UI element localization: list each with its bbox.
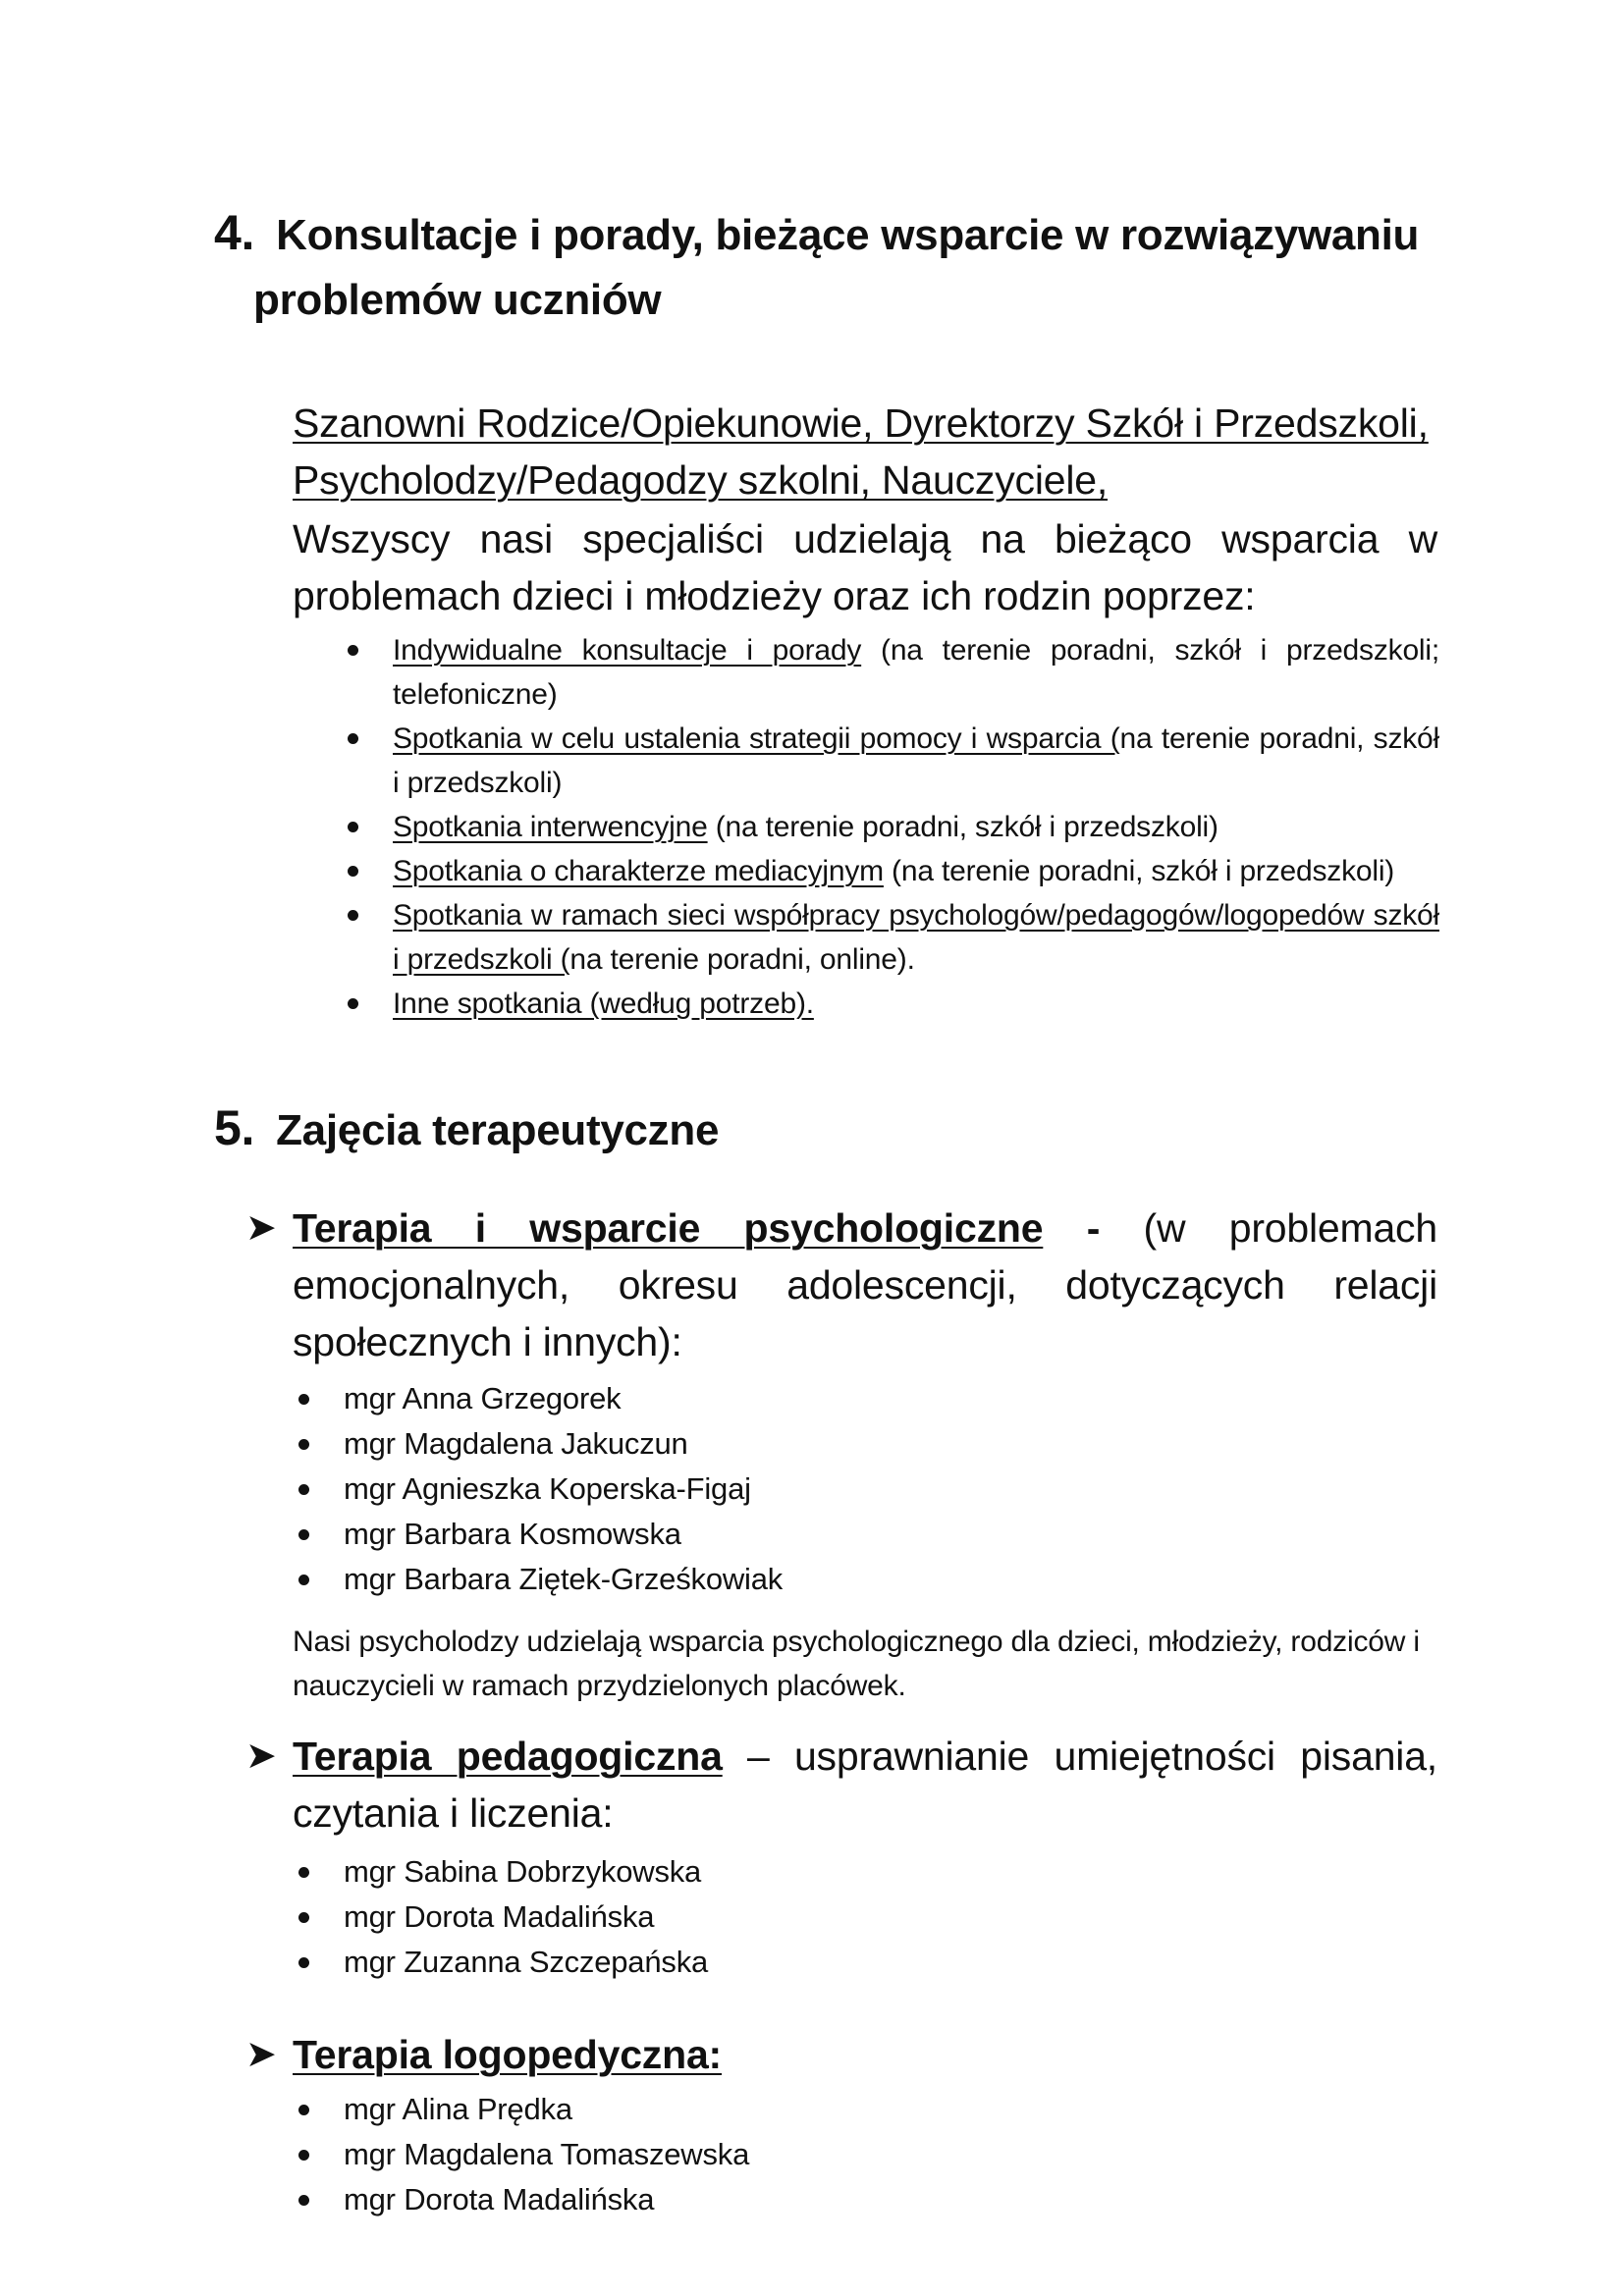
intro-paragraph: Wszyscy nasi specjaliści udzielają na bieżąco wsparcia w problemach dzieci i młodzieży oraz ich rodzin poprzez: xyxy=(293,516,1437,618)
psych-therapy-title: Terapia i wsparcie psychologiczne xyxy=(293,1205,1044,1251)
list-item-link: Inne spotkania (według potrzeb). xyxy=(393,988,814,1020)
psych-therapy-desc: (w problemach emocjonalnych, okresu adolescencji, dotyczących relacji społecznych i innych): xyxy=(293,1205,1437,1364)
psych-therapy-paragraph xyxy=(245,1200,1437,1370)
psych-therapy-dash: - xyxy=(1086,1205,1101,1251)
list-item-link: Spotkania o charakterze mediacyjnym xyxy=(393,855,884,887)
section-5-title: Zajęcia terapeutyczne xyxy=(276,1106,720,1154)
section-4-title-line2: problemów uczniów xyxy=(253,276,662,324)
ped-therapy-paragraph xyxy=(245,1728,1437,1842)
person-name: mgr Magdalena Jakuczun xyxy=(344,1426,688,1461)
list-item xyxy=(344,2177,1424,2222)
person-name: mgr Alina Prędka xyxy=(344,2092,572,2126)
list-item-text: na terenie poradni, szkół i przedszkoli) xyxy=(393,722,1439,799)
bullet-dot xyxy=(348,822,358,832)
list-item xyxy=(393,849,1439,893)
section-4-list xyxy=(393,628,1439,1026)
list-item xyxy=(393,628,1439,717)
logo-names-list xyxy=(344,2087,1424,2222)
list-item-text: (na terenie poradni, szkół i przedszkoli) xyxy=(707,811,1218,843)
list-item xyxy=(344,1467,1424,1512)
list-item xyxy=(393,805,1439,849)
person-name: mgr Sabina Dobrzykowska xyxy=(344,1854,702,1889)
arrow-bullet-icon: ➤ xyxy=(245,1207,277,1249)
section-4-number: 4. xyxy=(214,205,255,260)
list-item xyxy=(344,1512,1424,1557)
logo-therapy-title: Terapia logopedyczna: xyxy=(293,2032,723,2077)
list-item xyxy=(344,1421,1424,1467)
bullet-dot xyxy=(298,1394,309,1405)
bullet-dot xyxy=(298,1957,309,1968)
person-name: mgr Magdalena Tomaszewska xyxy=(344,2137,750,2171)
bullet-dot xyxy=(298,2195,309,2206)
bullet-dot xyxy=(348,866,358,877)
list-item xyxy=(344,2132,1424,2177)
arrow-bullet-icon: ➤ xyxy=(245,1735,277,1777)
ped-names-list xyxy=(344,1849,1424,1985)
ped-therapy-desc: – usprawnianie umiejętności pisania, czytania i liczenia: xyxy=(293,1734,1437,1836)
bullet-dot xyxy=(298,1439,309,1450)
bullet-dot xyxy=(298,1484,309,1495)
person-name: mgr Barbara Ziętek-Grześkowiak xyxy=(344,1562,784,1596)
list-item-text: (na terenie poradni, szkół i przedszkoli) xyxy=(883,855,1395,887)
list-item-text: (na terenie poradni, szkół i przedszkoli; telefoniczne) xyxy=(393,634,1439,711)
bullet-dot xyxy=(298,1575,309,1585)
list-item xyxy=(344,1557,1424,1602)
section-4-title-line1: Konsultacje i porady, bieżące wsparcie w rozwiązywaniu xyxy=(276,211,1420,259)
person-name: mgr Agnieszka Koperska-Figaj xyxy=(344,1471,751,1506)
salutation: Szanowni Rodzice/Opiekunowie, Dyrektorzy Szkół i Przedszkoli, Psycholodzy/Pedagodzy szkolni, Nauczyciele, xyxy=(293,400,1429,503)
list-item xyxy=(344,2087,1424,2132)
list-item xyxy=(393,893,1439,982)
psych-names-list xyxy=(344,1376,1424,1602)
person-name: mgr Barbara Kosmowska xyxy=(344,1517,681,1551)
arrow-bullet-icon: ➤ xyxy=(245,2034,277,2075)
bullet-dot xyxy=(298,2150,309,2161)
bullet-dot xyxy=(298,1867,309,1878)
bullet-dot xyxy=(298,1529,309,1540)
ped-therapy-title: Terapia pedagogiczna xyxy=(293,1734,723,1779)
psych-note: Nasi psycholodzy udzielają wsparcia psychologicznego dla dzieci, młodzieży, rodziców i nauczycieli w ramach przydzielonych placówek. xyxy=(293,1626,1420,1702)
list-item xyxy=(344,1895,1424,1940)
bullet-dot xyxy=(348,998,358,1009)
section-5-number: 5. xyxy=(214,1100,255,1155)
list-item-link: Spotkania interwencyjne xyxy=(393,811,708,843)
bullet-dot xyxy=(348,910,358,921)
list-item-link: Indywidualne konsultacje i porady xyxy=(393,634,862,667)
logo-therapy-paragraph xyxy=(245,2026,1437,2083)
list-item xyxy=(393,982,1439,1026)
list-item xyxy=(344,1849,1424,1895)
list-item xyxy=(344,1376,1424,1421)
list-item-link: Spotkania w ramach sieci współpracy psychologów/pedagogów/logopedów szkół i przedszkoli ( xyxy=(393,899,1439,976)
person-name: mgr Dorota Madalińska xyxy=(344,1899,655,1934)
section-5-heading xyxy=(214,1095,1441,1163)
list-item-text: na terenie poradni, online). xyxy=(569,943,915,976)
person-name: mgr Zuzanna Szczepańska xyxy=(344,1945,709,1979)
list-item xyxy=(393,717,1439,805)
section-4-heading xyxy=(214,200,1441,333)
person-name: mgr Dorota Madalińska xyxy=(344,2182,655,2216)
bullet-dot xyxy=(298,1912,309,1923)
bullet-dot xyxy=(348,645,358,656)
list-item-link: Spotkania w celu ustalenia strategii pomocy i wsparcia ( xyxy=(393,722,1120,755)
list-item xyxy=(344,1940,1424,1985)
bullet-dot xyxy=(298,2105,309,2115)
bullet-dot xyxy=(348,733,358,744)
person-name: mgr Anna Grzegorek xyxy=(344,1381,622,1415)
